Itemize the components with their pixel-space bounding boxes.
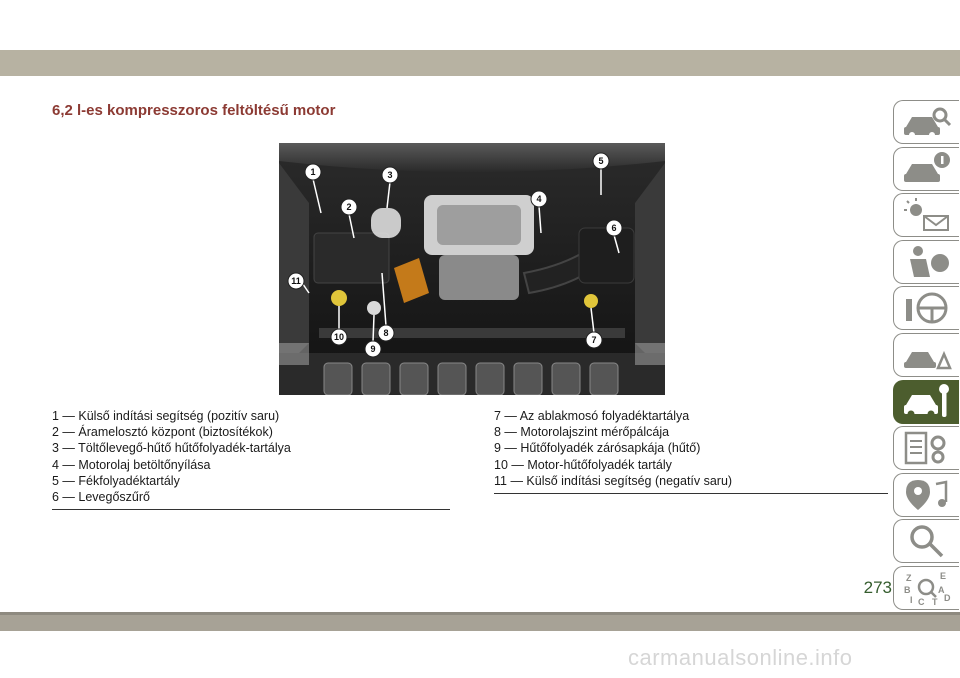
steering-wheel-icon [902,289,952,327]
bottom-footer-band [0,612,960,631]
tab-warning-lights[interactable] [893,193,959,237]
tab-car-info[interactable] [893,147,959,191]
svg-text:10: 10 [333,332,345,342]
svg-text:7: 7 [591,335,597,345]
svg-text:3: 3 [387,170,393,180]
legend-item: 9 — Hűtőfolyadék zárósapkája (hűtő) [494,441,701,456]
magnifier-icon [902,522,952,560]
legend-item: 7 — Az ablakmosó folyadéktartálya [494,409,690,423]
tab-specifications[interactable] [893,426,959,470]
svg-text:1: 1 [310,167,316,177]
car-warning-triangle-icon [902,336,952,374]
tab-safety[interactable] [893,240,959,284]
legend-item: 11 — Külső indítási segítség (negatív saru) [494,473,733,488]
watermark: carmanualsonline.info [628,645,853,670]
top-header-band [0,50,960,76]
svg-text:8: 8 [383,328,389,338]
legend-item: 4 — Motorolaj betöltőnyílása [52,457,211,472]
legend-item: 3 — Töltőlevegő-hűtő hűtőfolyadék-tartálya [52,441,291,456]
svg-text:C: C [917,596,924,607]
svg-text:2: 2 [346,202,352,212]
legend-item: 1 — Külső indítási segítség (pozitív saru) [52,409,280,423]
svg-text:5: 5 [598,156,604,166]
svg-text:Z: Z [905,572,911,583]
car-search-icon [902,103,952,141]
svg-text:I: I [909,594,913,605]
engine-bay-photo [279,143,665,395]
legend-item: 5 — Fékfolyadéktartály [52,473,180,488]
svg-text:9: 9 [370,344,376,354]
svg-text:A: A [937,584,944,595]
legend-item: 10 — Motor-hűtőfolyadék tartály [494,457,672,472]
legend-item: 6 — Levegőszűrő [52,490,150,505]
car-info-icon [902,150,952,188]
car-wrench-icon [902,383,952,421]
legend-divider [52,509,450,510]
chapter-tabs [893,100,959,613]
tab-driving[interactable] [893,286,959,330]
svg-text:11: 11 [291,276,301,286]
tab-index[interactable] [893,566,959,610]
tab-car-search[interactable] [893,100,959,144]
svg-text:6: 6 [611,223,617,233]
section-heading: 6,2 l-es kompresszoros feltöltésű motor [52,102,336,119]
warning-light-mail-icon [902,196,952,234]
seat-airbag-icon [902,243,952,281]
tab-servicing[interactable] [893,380,959,424]
legend-right-column [494,408,888,494]
svg-text:T: T [931,596,937,607]
engine-bay-illustration [279,143,665,395]
tab-multimedia[interactable] [893,473,959,517]
navigation-music-icon [902,476,952,514]
legend-left-column [52,408,450,510]
checklist-gear-icon [902,429,952,467]
tab-emergency[interactable] [893,333,959,377]
svg-text:D: D [943,592,950,603]
tab-customer-assistance[interactable] [893,519,959,563]
svg-text:B: B [903,584,910,595]
page-number: 273 [863,578,892,597]
svg-text:E: E [939,570,946,581]
legend-divider [494,493,888,494]
svg-text:4: 4 [536,194,542,204]
alphabet-index-icon [902,569,952,607]
legend-item: 2 — Áramelosztó központ (biztosítékok) [52,425,273,440]
legend-item: 8 — Motorolajszint mérőpálcája [494,425,670,440]
